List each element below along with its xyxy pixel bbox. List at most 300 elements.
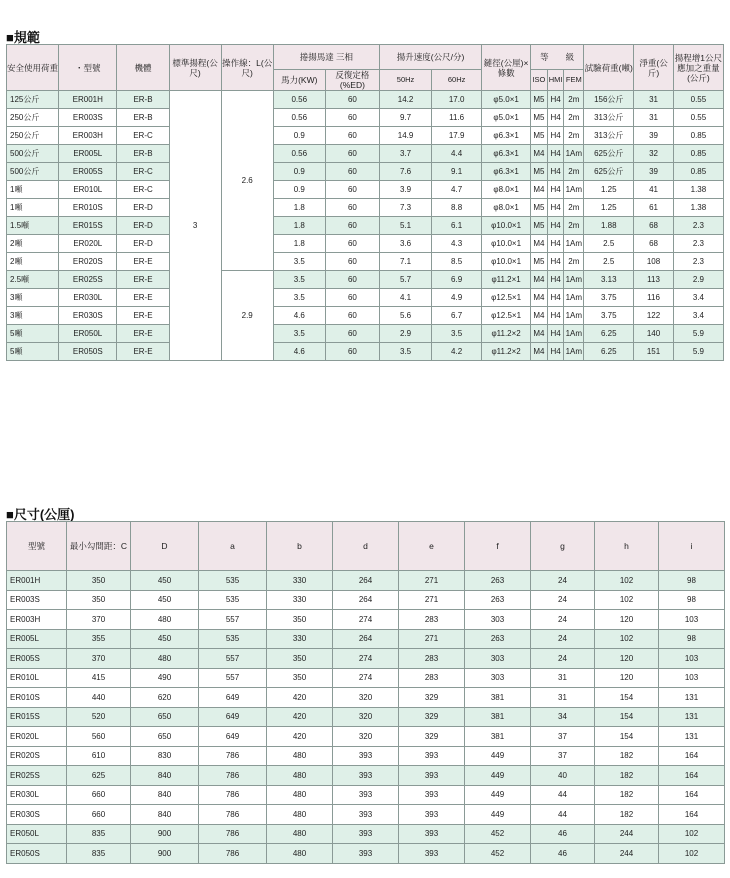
- dim-cell-b: 480: [267, 746, 333, 766]
- spec-cell-s60: 6.7: [432, 307, 482, 325]
- spec-cell-s50: 7.3: [380, 199, 432, 217]
- dim-cell-e: 393: [399, 746, 465, 766]
- spec-cell-duty: 60: [325, 109, 379, 127]
- dim-cell-a: 786: [199, 766, 267, 786]
- dim-cell-g: 37: [531, 746, 595, 766]
- dim-cell-model: ER003H: [7, 610, 67, 630]
- spec-cell-extra: 2.3: [673, 235, 723, 253]
- spec-cell-hp: 3.5: [273, 253, 325, 271]
- spec-cell-load: 1噸: [7, 199, 59, 217]
- dim-cell-b: 350: [267, 610, 333, 630]
- spec-cell-iso: M4: [531, 343, 548, 361]
- spec-cell-weight: 41: [634, 181, 674, 199]
- spec-cell-duty: 60: [325, 325, 379, 343]
- dim-cell-c: 370: [67, 649, 131, 669]
- spec-cell-hp: 3.5: [273, 271, 325, 289]
- dim-cell-e: 271: [399, 590, 465, 610]
- spec-cell-chain: φ8.0×1: [482, 181, 531, 199]
- dim-cell-D: 840: [131, 766, 199, 786]
- spec-cell-hp: 0.9: [273, 163, 325, 181]
- spec-row: [7, 163, 724, 181]
- dim-cell-h: 182: [595, 746, 659, 766]
- dim-cell-model: ER001H: [7, 571, 67, 591]
- dim-cell-model: ER015S: [7, 707, 67, 727]
- spec-cell-extra: 0.85: [673, 163, 723, 181]
- dim-cell-D: 450: [131, 590, 199, 610]
- spec-cell-iso: M4: [531, 181, 548, 199]
- dim-cell-i: 131: [659, 727, 725, 747]
- spec-cell-duty: 60: [325, 307, 379, 325]
- header-hp: 馬力(KW): [273, 70, 325, 91]
- spec-cell-load: 500公斤: [7, 145, 59, 163]
- spec-cell-s50: 5.1: [380, 217, 432, 235]
- spec-cell-extra: 0.55: [673, 109, 723, 127]
- dim-cell-i: 131: [659, 688, 725, 708]
- spec-cell-lift: [169, 91, 221, 361]
- spec-cell-test: 1.25: [584, 181, 634, 199]
- dim-cell-g: 24: [531, 629, 595, 649]
- dim-cell-b: 480: [267, 824, 333, 844]
- dim-cell-c: 440: [67, 688, 131, 708]
- spec-cell-load: 2噸: [7, 235, 59, 253]
- spec-cell-s60: 4.3: [432, 235, 482, 253]
- dim-header-f: f: [465, 522, 531, 571]
- spec-cell-extra: 5.9: [673, 343, 723, 361]
- spec-cell-chain: φ10.0×1: [482, 253, 531, 271]
- dim-cell-D: 450: [131, 571, 199, 591]
- dim-cell-model: ER005L: [7, 629, 67, 649]
- dim-cell-a: 535: [199, 590, 267, 610]
- spec-cell-hp: 0.56: [273, 91, 325, 109]
- spec-row: [7, 127, 724, 145]
- spec-cell-iso: M5: [531, 127, 548, 145]
- dim-cell-b: 350: [267, 668, 333, 688]
- spec-cell-weight: 61: [634, 199, 674, 217]
- spec-cell-hp: 3.5: [273, 325, 325, 343]
- spec-cell-extra: 0.85: [673, 145, 723, 163]
- spec-cell-s60: 8.5: [432, 253, 482, 271]
- spec-cell-hmi: H4: [547, 325, 564, 343]
- spec-cell-model: ER050L: [59, 325, 117, 343]
- lift-value: 3: [192, 221, 198, 230]
- dim-cell-g: 34: [531, 707, 595, 727]
- dim-cell-a: 786: [199, 746, 267, 766]
- spec-cell-pull: [221, 91, 273, 271]
- spec-cell-hp: 4.6: [273, 343, 325, 361]
- spec-cell-duty: 60: [325, 217, 379, 235]
- dim-cell-h: 244: [595, 844, 659, 864]
- dim-cell-d: 264: [333, 629, 399, 649]
- spec-cell-s50: 5.6: [380, 307, 432, 325]
- dim-cell-c: 415: [67, 668, 131, 688]
- dim-cell-c: 560: [67, 727, 131, 747]
- spec-cell-fem: 1Am: [564, 271, 584, 289]
- spec-cell-fem: 1Am: [564, 289, 584, 307]
- spec-cell-extra: 3.4: [673, 289, 723, 307]
- dim-cell-f: 452: [465, 824, 531, 844]
- dim-row: [7, 590, 725, 610]
- spec-cell-iso: M5: [531, 163, 548, 181]
- dim-cell-model: ER025S: [7, 766, 67, 786]
- dim-cell-e: 329: [399, 707, 465, 727]
- dim-cell-a: 786: [199, 785, 267, 805]
- spec-cell-iso: M5: [531, 91, 548, 109]
- header-duty: 反復定格(%ED): [325, 70, 379, 91]
- dim-cell-D: 840: [131, 805, 199, 825]
- dim-cell-i: 164: [659, 746, 725, 766]
- dim-cell-i: 98: [659, 590, 725, 610]
- spec-cell-weight: 122: [634, 307, 674, 325]
- spec-cell-body: ER-E: [117, 271, 169, 289]
- dim-cell-g: 46: [531, 844, 595, 864]
- spec-cell-fem: 2m: [564, 217, 584, 235]
- dim-cell-a: 786: [199, 805, 267, 825]
- spec-cell-iso: M5: [531, 109, 548, 127]
- spec-cell-hp: 0.56: [273, 145, 325, 163]
- spec-cell-hmi: H4: [547, 253, 564, 271]
- header-lift: 標準揚程(公尺): [169, 45, 221, 91]
- dim-header-D: D: [131, 522, 199, 571]
- dim-cell-e: 271: [399, 571, 465, 591]
- spec-cell-test: 2.5: [584, 253, 634, 271]
- dim-cell-g: 44: [531, 785, 595, 805]
- dim-cell-g: 24: [531, 649, 595, 669]
- spec-cell-hp: 0.56: [273, 109, 325, 127]
- dim-cell-h: 154: [595, 727, 659, 747]
- dim-cell-a: 557: [199, 668, 267, 688]
- dim-cell-f: 263: [465, 571, 531, 591]
- dim-cell-model: ER005S: [7, 649, 67, 669]
- spec-cell-model: ER030L: [59, 289, 117, 307]
- dim-row: [7, 649, 725, 669]
- dim-cell-a: 557: [199, 649, 267, 669]
- dim-header-g: g: [531, 522, 595, 571]
- spec-cell-duty: 60: [325, 181, 379, 199]
- spec-cell-chain: φ11.2×2: [482, 325, 531, 343]
- dim-cell-g: 24: [531, 610, 595, 630]
- dim-cell-h: 154: [595, 688, 659, 708]
- spec-cell-weight: 39: [634, 163, 674, 181]
- dim-cell-b: 330: [267, 629, 333, 649]
- spec-cell-fem: 2m: [564, 199, 584, 217]
- spec-cell-fem: 1Am: [564, 181, 584, 199]
- spec-cell-duty: 60: [325, 163, 379, 181]
- spec-cell-iso: M5: [531, 199, 548, 217]
- spec-row: [7, 271, 724, 289]
- dim-cell-h: 120: [595, 649, 659, 669]
- dim-cell-i: 103: [659, 668, 725, 688]
- spec-cell-duty: 60: [325, 343, 379, 361]
- spec-cell-hmi: H4: [547, 289, 564, 307]
- dim-cell-model: ER030S: [7, 805, 67, 825]
- spec-cell-hp: 1.8: [273, 235, 325, 253]
- spec-cell-s50: 2.9: [380, 325, 432, 343]
- spec-cell-load: 5噸: [7, 325, 59, 343]
- spec-cell-hmi: H4: [547, 163, 564, 181]
- spec-cell-model: ER005S: [59, 163, 117, 181]
- spec-table-body: [7, 91, 724, 361]
- spec-cell-duty: 60: [325, 91, 379, 109]
- dim-cell-b: 480: [267, 844, 333, 864]
- header-weight: 淨重(公斤): [634, 45, 674, 91]
- spec-cell-hp: 0.9: [273, 181, 325, 199]
- spec-cell-load: 125公斤: [7, 91, 59, 109]
- dim-cell-d: 320: [333, 707, 399, 727]
- dim-row: [7, 688, 725, 708]
- spec-cell-test: 2.5: [584, 235, 634, 253]
- dim-cell-g: 24: [531, 571, 595, 591]
- dim-cell-i: 103: [659, 610, 725, 630]
- spec-cell-s50: 14.9: [380, 127, 432, 145]
- dim-cell-b: 480: [267, 766, 333, 786]
- spec-row: [7, 289, 724, 307]
- spec-cell-duty: 60: [325, 199, 379, 217]
- header-motor: 捲揚馬達 三相: [273, 45, 379, 70]
- spec-cell-body: ER-C: [117, 181, 169, 199]
- dim-row: [7, 805, 725, 825]
- dim-cell-d: 320: [333, 688, 399, 708]
- spec-cell-extra: 1.38: [673, 199, 723, 217]
- spec-cell-hmi: H4: [547, 109, 564, 127]
- spec-cell-s60: 3.5: [432, 325, 482, 343]
- spec-cell-extra: 2.3: [673, 253, 723, 271]
- spec-cell-fem: 2m: [564, 91, 584, 109]
- dim-cell-g: 31: [531, 688, 595, 708]
- spec-cell-extra: 3.4: [673, 307, 723, 325]
- header-grade: 等 級: [531, 45, 584, 70]
- spec-cell-duty: 60: [325, 127, 379, 145]
- dim-cell-e: 283: [399, 649, 465, 669]
- dim-cell-g: 40: [531, 766, 595, 786]
- spec-cell-hp: 3.5: [273, 289, 325, 307]
- spec-cell-load: 250公斤: [7, 127, 59, 145]
- dim-cell-D: 490: [131, 668, 199, 688]
- dim-cell-model: ER003S: [7, 590, 67, 610]
- dim-cell-d: 393: [333, 805, 399, 825]
- spec-cell-s60: 17.0: [432, 91, 482, 109]
- dim-cell-b: 480: [267, 805, 333, 825]
- spec-cell-weight: 32: [634, 145, 674, 163]
- spec-cell-s50: 3.7: [380, 145, 432, 163]
- dim-row: [7, 707, 725, 727]
- spec-cell-body: ER-D: [117, 217, 169, 235]
- spec-cell-test: 3.75: [584, 289, 634, 307]
- dim-row: [7, 727, 725, 747]
- spec-cell-duty: 60: [325, 289, 379, 307]
- spec-cell-body: ER-B: [117, 91, 169, 109]
- dim-cell-c: 660: [67, 805, 131, 825]
- spec-cell-s50: 3.6: [380, 235, 432, 253]
- spec-cell-test: 1.88: [584, 217, 634, 235]
- dim-cell-h: 244: [595, 824, 659, 844]
- dim-cell-h: 182: [595, 766, 659, 786]
- dim-header-i: i: [659, 522, 725, 571]
- spec-cell-chain: φ5.0×1: [482, 109, 531, 127]
- spec-cell-test: 6.25: [584, 343, 634, 361]
- dim-header-h: h: [595, 522, 659, 571]
- spec-cell-fem: 1Am: [564, 145, 584, 163]
- dim-row: [7, 746, 725, 766]
- dim-cell-f: 303: [465, 610, 531, 630]
- dim-cell-D: 480: [131, 649, 199, 669]
- dim-cell-f: 381: [465, 688, 531, 708]
- dim-cell-model: ER050S: [7, 844, 67, 864]
- dim-cell-e: 393: [399, 824, 465, 844]
- spec-cell-chain: φ12.5×1: [482, 289, 531, 307]
- dim-cell-f: 449: [465, 785, 531, 805]
- spec-cell-hmi: H4: [547, 235, 564, 253]
- spec-cell-s60: 6.9: [432, 271, 482, 289]
- spec-cell-test: 3.13: [584, 271, 634, 289]
- spec-cell-extra: 0.55: [673, 91, 723, 109]
- dim-cell-d: 393: [333, 766, 399, 786]
- dim-cell-i: 98: [659, 571, 725, 591]
- spec-cell-s50: 4.1: [380, 289, 432, 307]
- dim-cell-a: 649: [199, 688, 267, 708]
- spec-cell-s50: 3.9: [380, 181, 432, 199]
- header-extra: 揚程增1公尺應加之重量(公斤): [673, 45, 723, 91]
- spec-cell-iso: M4: [531, 307, 548, 325]
- dim-cell-a: 649: [199, 727, 267, 747]
- dim-cell-D: 650: [131, 727, 199, 747]
- spec-cell-body: ER-C: [117, 163, 169, 181]
- dim-cell-d: 274: [333, 649, 399, 669]
- spec-cell-fem: 1Am: [564, 307, 584, 325]
- spec-cell-s60: 4.4: [432, 145, 482, 163]
- spec-cell-chain: φ6.3×1: [482, 145, 531, 163]
- header-hmi: HMI: [547, 70, 564, 91]
- spec-cell-hmi: H4: [547, 127, 564, 145]
- spec-cell-s60: 9.1: [432, 163, 482, 181]
- spec-cell-load: 3噸: [7, 289, 59, 307]
- spec-cell-body: ER-E: [117, 307, 169, 325]
- spec-row: [7, 343, 724, 361]
- spec-cell-body: ER-E: [117, 343, 169, 361]
- dim-cell-b: 330: [267, 590, 333, 610]
- dim-cell-g: 24: [531, 590, 595, 610]
- spec-cell-iso: M4: [531, 145, 548, 163]
- dim-cell-i: 102: [659, 844, 725, 864]
- dim-cell-model: ER020S: [7, 746, 67, 766]
- spec-cell-extra: 1.38: [673, 181, 723, 199]
- spec-cell-chain: φ6.3×1: [482, 163, 531, 181]
- spec-cell-test: 156公斤: [584, 91, 634, 109]
- spec-cell-test: 3.75: [584, 307, 634, 325]
- spec-row: [7, 181, 724, 199]
- spec-cell-chain: φ5.0×1: [482, 91, 531, 109]
- dim-cell-g: 44: [531, 805, 595, 825]
- spec-cell-chain: φ8.0×1: [482, 199, 531, 217]
- dim-cell-h: 120: [595, 610, 659, 630]
- spec-cell-s60: 4.9: [432, 289, 482, 307]
- spec-row: [7, 91, 724, 109]
- dim-row: [7, 844, 725, 864]
- pull-value: 2.6: [241, 176, 253, 185]
- dim-cell-c: 835: [67, 844, 131, 864]
- dim-cell-D: 650: [131, 707, 199, 727]
- dim-cell-i: 164: [659, 785, 725, 805]
- dim-cell-h: 102: [595, 629, 659, 649]
- dim-cell-g: 31: [531, 668, 595, 688]
- spec-cell-iso: M4: [531, 325, 548, 343]
- dim-cell-g: 37: [531, 727, 595, 747]
- header-speed: 揚升速度(公尺/分): [380, 45, 482, 70]
- dim-cell-f: 263: [465, 590, 531, 610]
- spec-cell-iso: M4: [531, 271, 548, 289]
- spec-cell-hp: 0.9: [273, 127, 325, 145]
- dim-row: [7, 629, 725, 649]
- spec-row: [7, 235, 724, 253]
- spec-cell-model: ER010S: [59, 199, 117, 217]
- spec-cell-duty: 60: [325, 235, 379, 253]
- spec-cell-body: ER-E: [117, 325, 169, 343]
- spec-cell-fem: 1Am: [564, 343, 584, 361]
- spec-cell-test: 1.25: [584, 199, 634, 217]
- spec-cell-s50: 5.7: [380, 271, 432, 289]
- spec-cell-load: 1噸: [7, 181, 59, 199]
- dim-cell-D: 900: [131, 824, 199, 844]
- spec-cell-iso: M5: [531, 217, 548, 235]
- dim-cell-f: 449: [465, 766, 531, 786]
- dim-row: [7, 785, 725, 805]
- spec-cell-hmi: H4: [547, 343, 564, 361]
- spec-cell-body: ER-E: [117, 289, 169, 307]
- spec-cell-extra: 5.9: [673, 325, 723, 343]
- dim-cell-e: 283: [399, 668, 465, 688]
- dim-cell-f: 263: [465, 629, 531, 649]
- dim-cell-f: 303: [465, 649, 531, 669]
- header-test: 試驗荷重(噸): [584, 45, 634, 91]
- spec-cell-fem: 1Am: [564, 235, 584, 253]
- spec-cell-chain: φ10.0×1: [482, 235, 531, 253]
- spec-cell-iso: M4: [531, 289, 548, 307]
- dim-cell-b: 480: [267, 785, 333, 805]
- spec-cell-test: 6.25: [584, 325, 634, 343]
- dim-cell-f: 381: [465, 727, 531, 747]
- spec-cell-weight: 68: [634, 235, 674, 253]
- spec-cell-load: 1.5噸: [7, 217, 59, 235]
- spec-row: [7, 199, 724, 217]
- dim-cell-e: 329: [399, 688, 465, 708]
- dim-cell-d: 264: [333, 571, 399, 591]
- spec-cell-s60: 8.8: [432, 199, 482, 217]
- dim-cell-a: 786: [199, 844, 267, 864]
- spec-cell-model: ER050S: [59, 343, 117, 361]
- spec-cell-weight: 39: [634, 127, 674, 145]
- spec-cell-duty: 60: [325, 253, 379, 271]
- dim-cell-e: 393: [399, 805, 465, 825]
- spec-cell-load: 2噸: [7, 253, 59, 271]
- dimension-table-body: [7, 571, 725, 864]
- dim-cell-model: ER020L: [7, 727, 67, 747]
- header-iso: ISO: [531, 70, 548, 91]
- dim-cell-c: 350: [67, 590, 131, 610]
- spec-cell-fem: 2m: [564, 109, 584, 127]
- spec-cell-s60: 11.6: [432, 109, 482, 127]
- dim-cell-f: 303: [465, 668, 531, 688]
- spec-cell-chain: φ12.5×1: [482, 307, 531, 325]
- dim-cell-a: 649: [199, 707, 267, 727]
- dim-cell-d: 264: [333, 590, 399, 610]
- dim-cell-h: 182: [595, 785, 659, 805]
- spec-cell-fem: 2m: [564, 163, 584, 181]
- dim-cell-i: 98: [659, 629, 725, 649]
- dim-cell-c: 350: [67, 571, 131, 591]
- spec-cell-model: ER030S: [59, 307, 117, 325]
- dim-row: [7, 610, 725, 630]
- dim-cell-b: 420: [267, 727, 333, 747]
- dim-cell-g: 46: [531, 824, 595, 844]
